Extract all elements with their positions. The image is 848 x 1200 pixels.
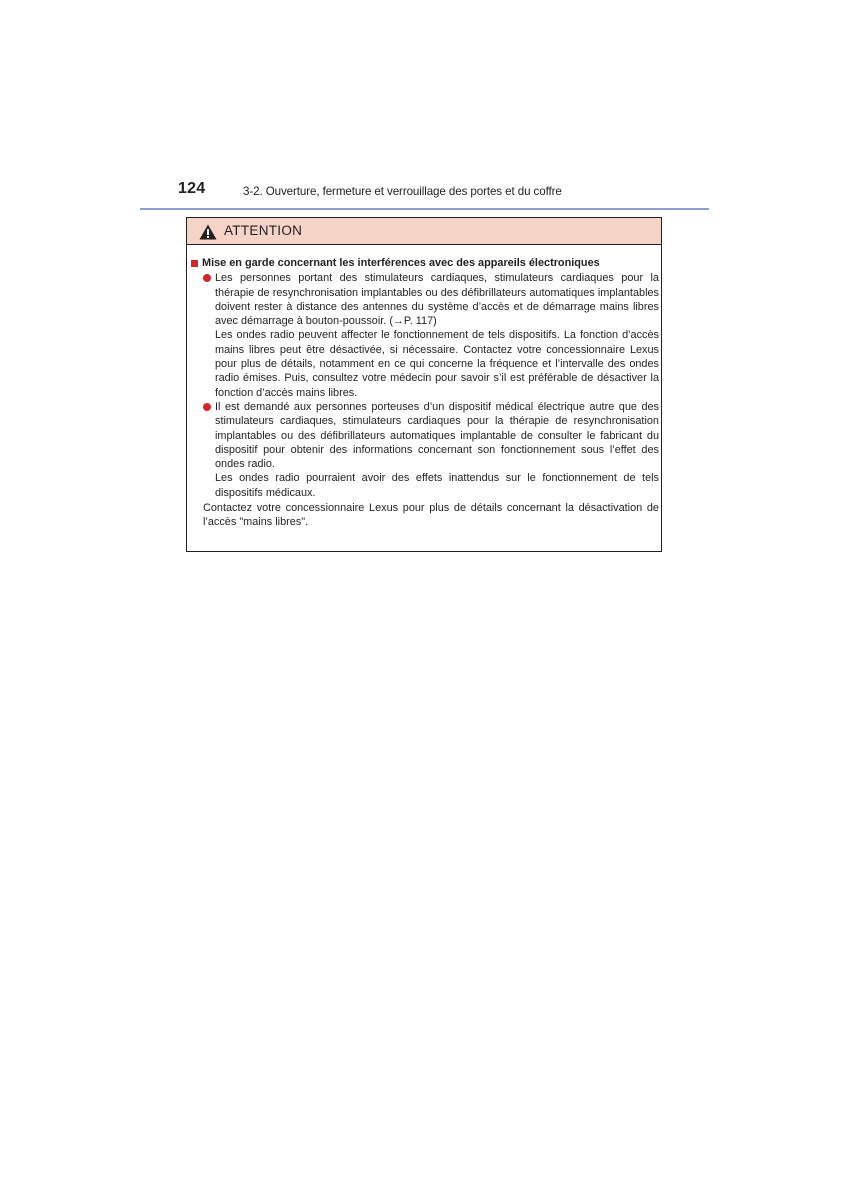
item-paragraph: Les ondes radio pourraient avoir des effets inattendus sur le fonctionnement de tels dispositifs médicaux. [215,472,659,499]
warning-triangle-icon [199,224,217,240]
section-title: 3-2. Ouverture, fermeture et verrouillage des portes et du coffre [243,185,562,198]
item-paragraph: Il est demandé aux personnes porteuses d’un dispositif médical électrique autre que des stimulateurs cardiaques, stimulateurs cardiaques pour la thérapie de resynchronisation implantables ou des défibrillateurs automatiques implantable de consulter le fabricant du dispositif pour obtenir des informations concernant son fonctionnement sous l’effet des ondes radio. [215,400,659,471]
closing-note: Contactez votre concessionnaire Lexus pour plus de détails concernant la désactivation de l’accès "mains libres". [203,502,659,529]
list-item [191,271,659,400]
red-dot-bullet-icon [203,274,211,282]
list-item [191,400,659,500]
red-dot-bullet-icon [203,403,211,411]
attention-header [187,218,661,245]
attention-title: ATTENTION [224,223,303,238]
section-heading-text: Mise en garde concernant les interférences avec des appareils électroniques [202,257,600,269]
attention-body [191,256,659,530]
square-bullet-icon [191,260,198,267]
item-paragraph: Les ondes radio peuvent affecter le fonctionnement de tels dispositifs. La fonction d’accès mains libres peut être désactivée, si nécessaire. Contactez votre concessionnaire Lexus pour plus de détails, notamment en ce qui concerne la fréquence et l’intervalle des ondes radio émises. Puis, consultez votre médecin pour savoir s’il est préférable de désactiver la fonction d’accès mains libres. [215,329,659,399]
section-heading [191,256,659,270]
item-paragraph: Les personnes portant des stimulateurs cardiaques, stimulateurs cardiaques pour la thérapie de resynchronisation implantables ou des défibrillateurs automatiques implantables doivent rester à distance des antennes du système d’accès et de démarrage mains libres avec démarrage à bouton-poussoir. (→P. 117) [215,272,659,328]
page-header [140,180,709,210]
attention-box [186,217,662,552]
page-number: 124 [178,180,206,197]
